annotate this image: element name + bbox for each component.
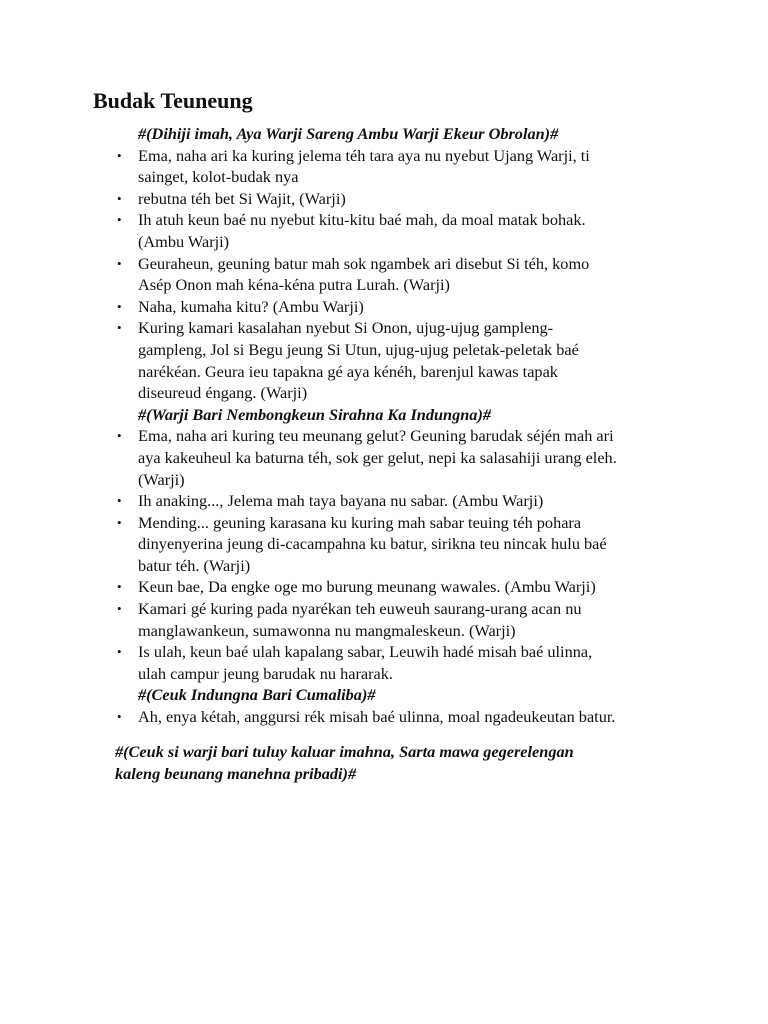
dialogue-line: (Warji) [138,469,185,489]
dialogue-line: Ema, naha ari kuring teu meunang gelut? Geuning barudak séjén mah ari [138,426,614,446]
bullet-icon: • [117,601,122,617]
dialogue-line: sainget, kolot-budak nya [138,167,299,187]
dialogue-line: Kuring kamari kasalahan nyebut Si Onon, ujug-ujug gampleng- [138,318,554,338]
bullet-icon: • [117,644,122,660]
bullet-icon: • [117,514,122,530]
dialogue-line: diseureud éngang. (Warji) [138,383,308,403]
dialogue-line: Ah, enya kétah, anggursi rék misah baé ulinna, moal ngadeukeutan batur. [138,707,616,727]
dialogue-line: narékéan. Geura ieu tapakna gé aya kénéh, barenjul kawas tapak [138,361,558,381]
bullet-icon: • [117,320,122,336]
dialogue-flow [115,123,685,728]
dialogue-item [115,145,685,188]
closing-line: kaleng beunang manehna pribadi)# [115,764,357,783]
document-title: Budak Teuneung [93,88,253,113]
dialogue-item [115,641,685,684]
dialogue-item [115,512,685,577]
dialogue-line: manglawankeun, sumawonna nu mangmaleskeun. (Warji) [138,620,516,640]
dialogue-item [115,576,685,598]
bullet-icon: • [117,255,122,271]
dialogue-line: Keun bae, Da engke oge mo burung meunang wawales. (Ambu Warji) [138,577,596,597]
stage-direction: #(Ceuk Indungna Bari Cumaliba)# [138,685,376,705]
dialogue-item [115,253,685,296]
stage-direction: #(Dihiji imah, Aya Warji Sareng Ambu Warji Ekeur Obrolan)# [138,124,559,143]
bullet-icon: • [117,212,122,228]
dialogue-line: aya kakeuheul ka baturna téh, sok ger gelut, nepi ka salasahiji urang eleh. [138,447,617,467]
dialogue-line: Geuraheun, geuning batur mah sok ngambek ari disebut Si téh, komo [138,253,590,273]
dialogue-line: Ema, naha ari ka kuring jelema téh tara aya nu nyebut Ujang Warji, ti [138,145,590,165]
stage-direction: #(Warji Bari Nembongkeun Sirahna Ka Indungna)# [138,404,492,424]
dialogue-item [115,598,685,641]
dialogue-line: (Ambu Warji) [138,231,230,251]
bullet-icon: • [117,190,122,206]
dialogue-line: Is ulah, keun baé ulah kapalang sabar, Leuwih hadé misah baé ulinna, [138,642,593,662]
bullet-icon: • [117,493,122,509]
dialogue-line: Ih anaking..., Jelema mah taya bayana nu sabar. (Ambu Warji) [138,491,544,511]
dialogue-line: Mending... geuning karasana ku kuring mah sabar teuing téh pohara [138,512,582,532]
bullet-icon: • [117,298,122,314]
dialogue-item [115,706,685,728]
dialogue-line: batur téh. (Warji) [138,555,251,575]
dialogue-item [115,317,685,403]
bullet-icon: • [117,579,122,595]
dialogue-line: Kamari gé kuring pada nyarékan teh euweuh saurang-urang acan nu [138,599,582,619]
dialogue-line: gampleng, Jol si Begu jeung Si Utun, ujug-ujug peletak-peletak baé [138,339,579,359]
dialogue-line: Asép Onon mah kéna-kéna putra Lurah. (Warji) [138,275,450,295]
closing-stage-direction [115,741,655,785]
dialogue-item [115,209,685,252]
dialogue-line: Ih atuh keun baé nu nyebut kitu-kitu baé mah, da moal matak bohak. [138,210,586,230]
dialogue-item [115,296,685,318]
dialogue-line: dinyenyerina jeung di-cacampahna ku batur, sirikna teu nincak hulu baé [138,534,607,554]
bullet-icon: • [117,428,122,444]
dialogue-line: ulah campur jeung barudak nu hararak. [138,663,393,683]
dialogue-line: Naha, kumaha kitu? (Ambu Warji) [138,296,364,316]
closing-line: #(Ceuk si warji bari tuluy kaluar imahna, Sarta mawa gegerelengan [115,742,574,761]
bullet-icon: • [117,147,122,163]
dialogue-line: rebutna téh bet Si Wajit, (Warji) [138,188,346,208]
dialogue-item [115,490,685,512]
bullet-icon: • [117,709,122,725]
dialogue-item [115,188,685,210]
dialogue-item [115,425,685,490]
